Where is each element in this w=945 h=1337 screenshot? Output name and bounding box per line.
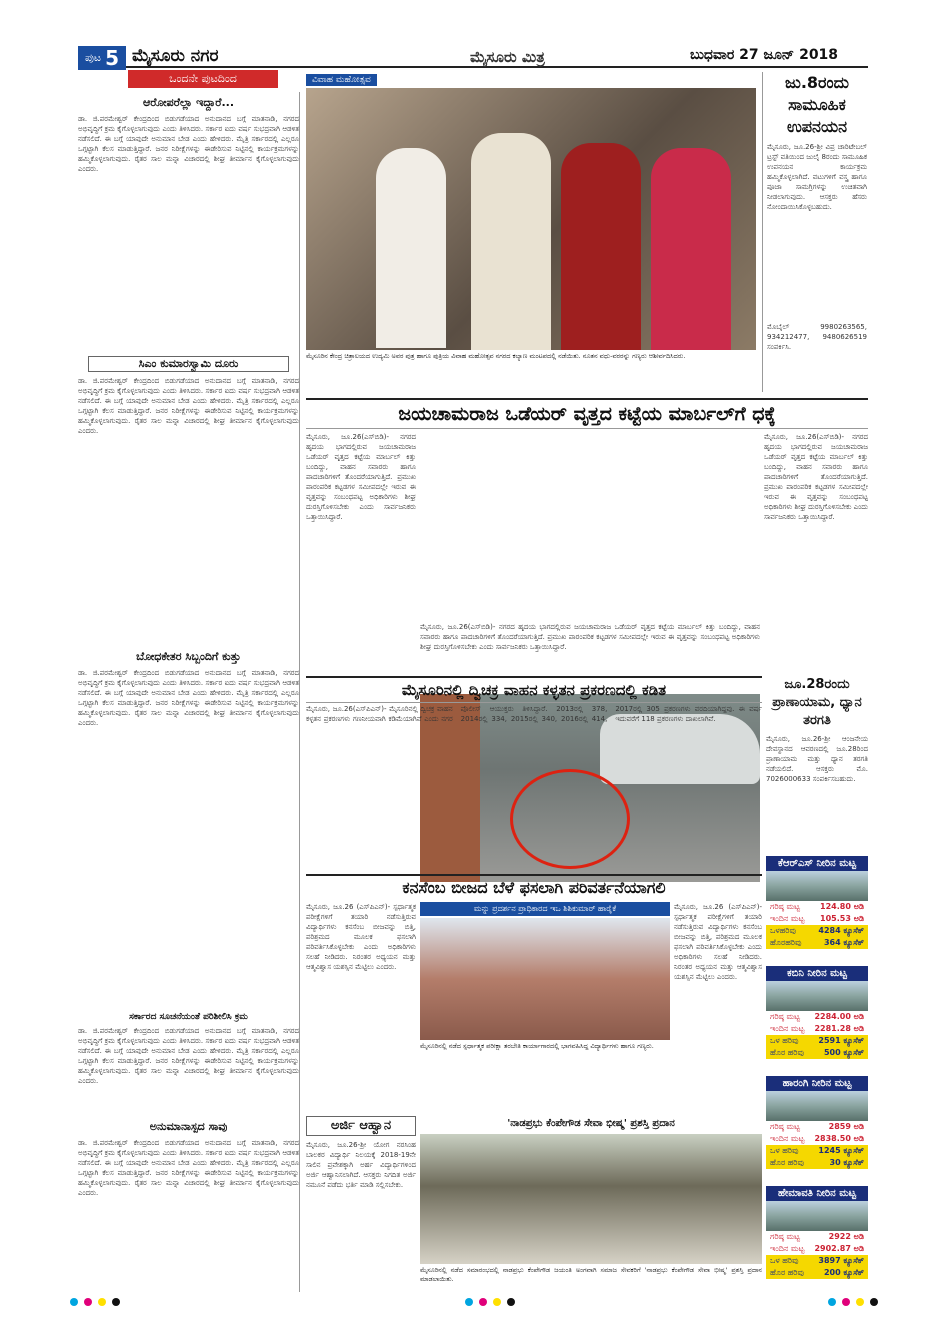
dam-0-value-2: 4284 ಕ್ಯೂಸೆಕ್	[818, 926, 864, 935]
dam-3-value-3: 200 ಕ್ಯೂಸೆಕ್	[823, 1268, 864, 1277]
yellow-dot	[98, 1298, 106, 1306]
dam-3-value-0: 2922 ಅಡಿ	[828, 1232, 864, 1241]
left-heading-2: ಸಿಎಂ ಕುಮಾರಸ್ವಾಮಿ ದೂರು	[88, 356, 289, 372]
award-caption: ಮೈಸೂರಿನಲ್ಲಿ ನಡೆದ ಸಮಾರಂಭದಲ್ಲಿ ನಾಡಪ್ರಭು ಕೆಂಪೇಗೌಡ ಜಯಂತಿ ಅಂಗವಾಗಿ ಸಮಾಜ ಸೇವಕರಿಗೆ 'ನಾಡಪ್ರಭು ಕೆಂಪೇಗೌಡ ಸೇವಾ ಭೀಷ್ಮ' ಪ್ರಶಸ್ತಿ ಪ್ರದಾನ ಮಾಡಲಾಯಿತು.	[420, 1266, 762, 1283]
ragi-headline: ಕನಸೆಂಬ ಬೀಜದ ಬೆಳೆ ಫಸಲಾಗಿ ಪರಿವರ್ತನೆಯಾಗಲಿ	[306, 874, 762, 900]
magenta-dot	[479, 1298, 487, 1306]
dam-3-value-1: 2902.87 ಅಡಿ	[814, 1244, 864, 1253]
marble-body-2: ಮೈಸೂರು, ಜೂ.26(ಎಸ್‌ಬಿಡಿ)- ನಗರದ ಹೃದಯ ಭಾಗದಲ್ಲಿರುವ ಜಯಚಾಮರಾಜ ಒಡೆಯರ್ ವೃತ್ತದ ಕಟ್ಟೆಯ ಮಾರ್ಬಲ್ ಕಿತ್ತು ಬಂದಿದ್ದು, ವಾಹನ ಸವಾರರು ಹಾಗೂ ಪಾದಚಾರಿಗಳಿಗೆ ತೊಂದರೆಯಾಗುತ್ತಿದೆ. ಪ್ರಮುಖ ಪಾರಂಪರಿಕ ಕಟ್ಟಡಗಳ ಸಮೀಪದಲ್ಲೇ ಇರುವ ಈ ವೃತ್ತವನ್ನು ಸಂಬಂಧಪಟ್ಟ ಅಧಿಕಾರಿಗಳು ಶೀಘ್ರ ದುರಸ್ತಿಗೊಳಿಸಬೇಕು ಎಂದು ಸಾರ್ವಜನಿಕರು ಒತ್ತಾಯಿಸಿದ್ದಾರೆ.	[420, 623, 760, 651]
pranayama-body: ಮೈಸೂರು, ಜೂ.26-ಶ್ರೀ ಆಂಜನೇಯ ದೇವಸ್ಥಾನದ ಆವರಣದಲ್ಲಿ ಜೂ.28ರಿಂದ ಪ್ರಾಣಾಯಾಮ ಮತ್ತು ಧ್ಯಾನ ತರಗತಿ ನಡೆಯಲಿದೆ. ಆಸಕ್ತರು ಮೊ. 7026000633 ಸಂಪರ್ಕಿಸಬಹುದು.	[766, 735, 868, 783]
dam-2-value-1: 2838.50 ಅಡಿ	[814, 1134, 864, 1143]
person-4	[651, 148, 731, 350]
magenta-dot	[84, 1298, 92, 1306]
dam-2-value-2: 1245 ಕ್ಯೂಸೆಕ್	[818, 1146, 864, 1155]
left-body-2: ಡಾ. ಜಿ.ಪರಮೇಶ್ವರ್ ಕೇಂದ್ರದಿಂದ ಬಿಡುಗಡೆಯಾದ ಅನುದಾನದ ಬಗ್ಗೆ ಮಾತನಾಡಿ, ನಗರದ ಅಭಿವೃದ್ಧಿಗೆ ಕ್ರಮ ಕೈಗೊಳ್ಳಲಾಗುವುದು ಎಂದು ತಿಳಿಸಿದರು. ಸರ್ಕಾರ ಐದು ವರ್ಷ ಸುಭದ್ರವಾಗಿ ಆಡಳಿತ ನಡೆಸಲಿದೆ. ಈ ಬಗ್ಗೆ ಯಾವುದೇ ಅನುಮಾನ ಬೇಡ ಎಂದು ಹೇಳಿದರು. ಮೈತ್ರಿ ಸರ್ಕಾರದಲ್ಲಿ ಎಲ್ಲರೂ ಒಗ್ಗಟ್ಟಾಗಿ ಕೆಲಸ ಮಾಡುತ್ತಿದ್ದಾರೆ. ಜನರ ನಿರೀಕ್ಷೆಗಳನ್ನು ಈಡೇರಿಸುವ ನಿಟ್ಟಿನಲ್ಲಿ ಕಾರ್ಯಕ್ರಮಗಳನ್ನು ಹಮ್ಮಿಕೊಳ್ಳಲಾಗುವುದು. ರೈತರ ಸಾಲ ಮನ್ನಾ ವಿಚಾರದಲ್ಲಿ ಶೀಘ್ರ ತೀರ್ಮಾನ ಕೈಗೊಳ್ಳಲಾಗುವುದು ಎಂದರು.	[78, 377, 299, 435]
dam-1-label-3: ಹೊರ ಹರಿವು	[770, 1048, 805, 1057]
black-dot	[870, 1298, 878, 1306]
ragi-body-1: ಮೈಸೂರು, ಜೂ.26 (ಎಸ್‌ಪಿಎನ್)- ಸ್ಪರ್ಧಾತ್ಮಕ ಪರೀಕ್ಷೆಗಳಿಗೆ ತಯಾರಿ ನಡೆಸುತ್ತಿರುವ ವಿದ್ಯಾರ್ಥಿಗಳು ಕನಸೆಂಬ ಬೀಜವನ್ನು ಬಿತ್ತಿ, ಪರಿಶ್ರಮದ ಮೂಲಕ ಫಸಲಾಗಿ ಪರಿವರ್ತಿಸಿಕೊಳ್ಳಬೇಕು ಎಂದು ಅಧಿಕಾರಿಗಳು ಸಲಹೆ ನೀಡಿದರು. ನಿರಂತರ ಅಧ್ಯಯನ ಮತ್ತು ಆತ್ಮವಿಶ್ವಾಸ ಯಶಸ್ಸಿನ ಮೆಟ್ಟಿಲು ಎಂದರು.	[306, 903, 416, 971]
person-1	[376, 148, 446, 348]
theft-body: ಮೈಸೂರು, ಜೂ.26(ಎಸ್‌ಪಿಎನ್)- ಮೈಸೂರಿನಲ್ಲಿ ದ್ವಿಚಕ್ರ ವಾಹನ ಕಳ್ಳತನ ಪ್ರಕರಣಗಳು ಗಣನೀಯವಾಗಿ ಕಡಿಮೆಯಾಗಿವೆ ಎಂದು ನಗರ ಪೊಲೀಸ್ ಆಯುಕ್ತರು ತಿಳಿಸಿದ್ದಾರೆ. 2013ರಲ್ಲಿ 378, 2014ರಲ್ಲಿ 334, 2015ರಲ್ಲಿ 340, 2016ರಲ್ಲಿ 414, 2017ರಲ್ಲಿ 305 ಪ್ರಕರಣಗಳು ವರದಿಯಾಗಿದ್ದವು. ಈ ವರ್ಷ ಇದುವರೆಗೆ 118 ಪ್ರಕರಣಗಳು ದಾಖಲಾಗಿವೆ.	[306, 705, 762, 723]
dam-1-label-1: ಇಂದಿನ ಮಟ್ಟ	[770, 1024, 805, 1033]
dam-2-label-3: ಹೊರ ಹರಿವು	[770, 1158, 805, 1167]
cyan-dot	[465, 1298, 473, 1306]
dam-harangi-box	[766, 1076, 868, 1169]
arji-box	[306, 1116, 416, 1296]
left-column	[78, 92, 300, 1292]
yellow-dot	[493, 1298, 501, 1306]
theft-headline: ಮೈಸೂರಿನಲ್ಲಿ ದ್ವಿಚಕ್ರ ವಾಹನ ಕಳ್ಳತನ ಪ್ರಕರಣದಲ್ಲಿ ಕಡಿತ	[306, 676, 762, 703]
dam-title-0: ಕೆಆರ್‌ಎಸ್ ನೀರಿನ ಮಟ್ಟ	[766, 856, 868, 871]
bride	[561, 143, 641, 350]
upanayana-body: ಮೈಸೂರು, ಜೂ.26-ಶ್ರೀ ವಿಪ್ರ ಚಾರಿಟೇಬಲ್ ಟ್ರಸ್ಟ್ ವತಿಯಿಂದ ಜುಲೈ 8ರಂದು ಸಾಮೂಹಿಕ ಉಪನಯನ ಕಾರ್ಯಕ್ರಮ ಹಮ್ಮಿಕೊಳ್ಳಲಾಗಿದೆ. ವಟುಗಳಿಗೆ ವಸ್ತ್ರ ಹಾಗೂ ಪೂಜಾ ಸಾಮಗ್ರಿಗಳನ್ನು ಉಚಿತವಾಗಿ ನೀಡಲಾಗುವುದು. ಆಸಕ್ತರು ಹೆಸರು ನೋಂದಾಯಿಸಿಕೊಳ್ಳಬಹುದು.	[767, 143, 867, 211]
dam-kabini2-box	[766, 966, 868, 1059]
dam-1-value-0: 2284.00 ಅಡಿ	[814, 1012, 864, 1021]
dam-1-value-3: 500 ಕ್ಯೂಸೆಕ್	[823, 1048, 864, 1057]
black-dot	[112, 1298, 120, 1306]
dam-3-label-0: ಗರಿಷ್ಠ ಮಟ್ಟ	[770, 1232, 800, 1241]
dam-1-label-0: ಗರಿಷ್ಠ ಮಟ್ಟ	[770, 1012, 800, 1021]
dam-1-label-2: ಒಳ ಹರಿವು	[770, 1036, 799, 1045]
issue-date: ಬುಧವಾರ 27 ಜೂನ್ 2018	[690, 47, 839, 63]
dam-0-value-3: 364 ಕ್ಯೂಸೆಕ್	[823, 938, 864, 947]
pranayama-box	[766, 676, 868, 851]
page-label: ಪುಟ	[84, 51, 102, 64]
arji-headline: ಅರ್ಜಿ ಆಹ್ವಾನ	[306, 1116, 416, 1136]
dam-hemavathi-box	[766, 1186, 868, 1279]
dam-0-value-1: 105.53 ಅಡಿ	[820, 914, 864, 923]
yellow-dot	[856, 1298, 864, 1306]
cyan-dot	[70, 1298, 78, 1306]
dam-3-label-1: ಇಂದಿನ ಮಟ್ಟ	[770, 1244, 805, 1253]
black-dot	[507, 1298, 515, 1306]
marble-body-3: ಮೈಸೂರು, ಜೂ.26(ಎಸ್‌ಬಿಡಿ)- ನಗರದ ಹೃದಯ ಭಾಗದಲ್ಲಿರುವ ಜಯಚಾಮರಾಜ ಒಡೆಯರ್ ವೃತ್ತದ ಕಟ್ಟೆಯ ಮಾರ್ಬಲ್ ಕಿತ್ತು ಬಂದಿದ್ದು, ವಾಹನ ಸವಾರರು ಹಾಗೂ ಪಾದಚಾರಿಗಳಿಗೆ ತೊಂದರೆಯಾಗುತ್ತಿದೆ. ಪ್ರಮುಖ ಪಾರಂಪರಿಕ ಕಟ್ಟಡಗಳ ಸಮೀಪದಲ್ಲೇ ಇರುವ ಈ ವೃತ್ತವನ್ನು ಸಂಬಂಧಪಟ್ಟ ಅಧಿಕಾರಿಗಳು ಶೀಘ್ರ ದುರಸ್ತಿಗೊಳಿಸಬೇಕು ಎಂದು ಸಾರ್ವಜನಿಕರು ಒತ್ತಾಯಿಸಿದ್ದಾರೆ.	[764, 433, 868, 521]
dam-0-label-3: ಹೊರಹರಿವು	[770, 938, 802, 947]
dam-photo-3	[766, 1201, 868, 1231]
continued-banner: ಒಂದನೇ ಪುಟದಿಂದ	[128, 70, 278, 88]
ragi-body-2: ಮೈಸೂರು, ಜೂ.26 (ಎಸ್‌ಪಿಎನ್)- ಸ್ಪರ್ಧಾತ್ಮಕ ಪರೀಕ್ಷೆಗಳಿಗೆ ತಯಾರಿ ನಡೆಸುತ್ತಿರುವ ವಿದ್ಯಾರ್ಥಿಗಳು ಕನಸೆಂಬ ಬೀಜವನ್ನು ಬಿತ್ತಿ, ಪರಿಶ್ರಮದ ಮೂಲಕ ಫಸಲಾಗಿ ಪರಿವರ್ತಿಸಿಕೊಳ್ಳಬೇಕು ಎಂದು ಅಧಿಕಾರಿಗಳು ಸಲಹೆ ನೀಡಿದರು. ನಿರಂತರ ಅಧ್ಯಯನ ಮತ್ತು ಆತ್ಮವಿಶ್ವಾಸ ಯಶಸ್ಸಿನ ಮೆಟ್ಟಿಲು ಎಂದರು.	[674, 903, 762, 981]
masthead: ಮೈಸೂರು ಮಿತ್ರ	[470, 48, 545, 66]
page-number: 5	[105, 46, 120, 70]
wedding-photo	[306, 88, 756, 350]
left-body-5: ಡಾ. ಜಿ.ಪರಮೇಶ್ವರ್ ಕೇಂದ್ರದಿಂದ ಬಿಡುಗಡೆಯಾದ ಅನುದಾನದ ಬಗ್ಗೆ ಮಾತನಾಡಿ, ನಗರದ ಅಭಿವೃದ್ಧಿಗೆ ಕ್ರಮ ಕೈಗೊಳ್ಳಲಾಗುವುದು ಎಂದು ತಿಳಿಸಿದರು. ಸರ್ಕಾರ ಐದು ವರ್ಷ ಸುಭದ್ರವಾಗಿ ಆಡಳಿತ ನಡೆಸಲಿದೆ. ಈ ಬಗ್ಗೆ ಯಾವುದೇ ಅನುಮಾನ ಬೇಡ ಎಂದು ಹೇಳಿದರು. ಮೈತ್ರಿ ಸರ್ಕಾರದಲ್ಲಿ ಎಲ್ಲರೂ ಒಗ್ಗಟ್ಟಾಗಿ ಕೆಲಸ ಮಾಡುತ್ತಿದ್ದಾರೆ. ಜನರ ನಿರೀಕ್ಷೆಗಳನ್ನು ಈಡೇರಿಸುವ ನಿಟ್ಟಿನಲ್ಲಿ ಕಾರ್ಯಕ್ರಮಗಳನ್ನು ಹಮ್ಮಿಕೊಳ್ಳಲಾಗುವುದು. ರೈತರ ಸಾಲ ಮನ್ನಾ ವಿಚಾರದಲ್ಲಿ ಶೀಘ್ರ ತೀರ್ಮಾನ ಕೈಗೊಳ್ಳಲಾಗುವುದು ಎಂದರು.	[78, 1139, 299, 1197]
pranayama-headline: ಜೂ.28ರಂದು ಪ್ರಾಣಾಯಾಮ, ಧ್ಯಾನ ತರಗತಿ	[772, 677, 862, 728]
dam-2-label-1: ಇಂದಿನ ಮಟ್ಟ	[770, 1134, 805, 1143]
dam-2-value-3: 30 ಕ್ಯೂಸೆಕ್	[829, 1158, 864, 1167]
dam-title-3: ಹೇಮಾವತಿ ನೀರಿನ ಮಟ್ಟ	[766, 1186, 868, 1201]
upanayana-phone: ಮೊಬೈಲ್ 9980263565, 934212477, 9480626519 ಸಂಪರ್ಕಿಸಿ.	[767, 323, 867, 351]
groom	[471, 133, 551, 350]
arji-body: ಮೈಸೂರು, ಜೂ.26-ಶ್ರೀ ಯೋಗ ನರಸಿಂಹ ಬಾಲಕರ ವಿದ್ಯಾರ್ಥಿ ನಿಲಯಕ್ಕೆ 2018-19ನೇ ಸಾಲಿನ ಪ್ರವೇಶಕ್ಕಾಗಿ ಅರ್ಹ ವಿದ್ಯಾರ್ಥಿಗಳಿಂದ ಅರ್ಜಿ ಆಹ್ವಾನಿಸಲಾಗಿದೆ. ಆಸಕ್ತರು ನಿಗದಿತ ಅರ್ಜಿ ನಮೂನೆ ಪಡೆದು ಭರ್ತಿ ಮಾಡಿ ಸಲ್ಲಿಸಬೇಕು.	[306, 1141, 416, 1189]
dam-1-value-2: 2591 ಕ್ಯೂಸೆಕ್	[818, 1036, 864, 1045]
dam-3-label-3: ಹೊರ ಹರಿವು	[770, 1268, 805, 1277]
wedding-tag: ವಿವಾಹ ಮಹೋತ್ಸವ	[306, 74, 377, 86]
left-heading-4: ಸರ್ಕಾರದ ಸೂಚನೆಯಂತೆ ಪರಿಶೀಲಿಸಿ ಕ್ರಮ	[129, 1012, 248, 1022]
dam-2-label-0: ಗರಿಷ್ಠ ಮಟ್ಟ	[770, 1122, 800, 1131]
award-photo	[420, 1134, 762, 1264]
dam-1-value-1: 2281.28 ಅಡಿ	[814, 1024, 864, 1033]
upanayana-box	[762, 72, 867, 392]
dam-photo-0	[766, 871, 868, 901]
registration-marks	[70, 1298, 880, 1308]
dam-0-label-1: ಇಂದಿನ ಮಟ್ಟ	[770, 914, 805, 923]
dam-kabini-box	[766, 856, 868, 949]
dam-0-value-0: 124.80 ಅಡಿ	[820, 902, 864, 911]
ragi-photo-tag: ಮನ್ನು ಪ್ರದರ್ಶನ ಪ್ರಾಧಿಕಾರದ ಇಒ ಶಿಶಿಕುಮಾರ್ ಹಾರೈಕೆ	[420, 902, 670, 916]
ragi-photo	[420, 918, 670, 1040]
marble-headline: ಜಯಚಾಮರಾಜ ಒಡೆಯರ್ ವೃತ್ತದ ಕಟ್ಟೆಯ ಮಾರ್ಬಲ್‌ಗೆ ಧಕ್ಕೆ	[306, 398, 868, 429]
award-headline: 'ನಾಡಪ್ರಭು ಕೆಂಪೇಗೌಡ ಸೇವಾ ಭೀಷ್ಮ' ಪ್ರಶಸ್ತಿ ಪ್ರದಾನ	[507, 1118, 675, 1129]
ragi-caption: ಮೈಸೂರಿನಲ್ಲಿ ನಡೆದ ಸ್ಪರ್ಧಾತ್ಮಕ ಪರೀಕ್ಷಾ ತರಬೇತಿ ಕಾರ್ಯಾಗಾರದಲ್ಲಿ ಭಾಗವಹಿಸಿದ್ದ ವಿದ್ಯಾರ್ಥಿಗಳು ಹಾಗೂ ಗಣ್ಯರು.	[420, 1042, 654, 1050]
left-body-1: ಡಾ. ಜಿ.ಪರಮೇಶ್ವರ್ ಕೇಂದ್ರದಿಂದ ಬಿಡುಗಡೆಯಾದ ಅನುದಾನದ ಬಗ್ಗೆ ಮಾತನಾಡಿ, ನಗರದ ಅಭಿವೃದ್ಧಿಗೆ ಕ್ರಮ ಕೈಗೊಳ್ಳಲಾಗುವುದು ಎಂದು ತಿಳಿಸಿದರು. ಸರ್ಕಾರ ಐದು ವರ್ಷ ಸುಭದ್ರವಾಗಿ ಆಡಳಿತ ನಡೆಸಲಿದೆ. ಈ ಬಗ್ಗೆ ಯಾವುದೇ ಅನುಮಾನ ಬೇಡ ಎಂದು ಹೇಳಿದರು. ಮೈತ್ರಿ ಸರ್ಕಾರದಲ್ಲಿ ಎಲ್ಲರೂ ಒಗ್ಗಟ್ಟಾಗಿ ಕೆಲಸ ಮಾಡುತ್ತಿದ್ದಾರೆ. ಜನರ ನಿರೀಕ್ಷೆಗಳನ್ನು ಈಡೇರಿಸುವ ನಿಟ್ಟಿನಲ್ಲಿ ಕಾರ್ಯಕ್ರಮಗಳನ್ನು ಹಮ್ಮಿಕೊಳ್ಳಲಾಗುವುದು. ರೈತರ ಸಾಲ ಮನ್ನಾ ವಿಚಾರದಲ್ಲಿ ಶೀಘ್ರ ತೀರ್ಮಾನ ಕೈಗೊಳ್ಳಲಾಗುವುದು ಎಂದರು.	[78, 115, 299, 173]
dam-3-value-2: 3897 ಕ್ಯೂಸೆಕ್	[818, 1256, 864, 1265]
left-heading-3: ಬೋಧಕೇತರ ಸಿಬ್ಬಂದಿಗೆ ಕುತ್ತು	[136, 650, 241, 663]
dam-0-label-0: ಗರಿಷ್ಠ ಮಟ್ಟ	[770, 902, 800, 911]
left-body-4: ಡಾ. ಜಿ.ಪರಮೇಶ್ವರ್ ಕೇಂದ್ರದಿಂದ ಬಿಡುಗಡೆಯಾದ ಅನುದಾನದ ಬಗ್ಗೆ ಮಾತನಾಡಿ, ನಗರದ ಅಭಿವೃದ್ಧಿಗೆ ಕ್ರಮ ಕೈಗೊಳ್ಳಲಾಗುವುದು ಎಂದು ತಿಳಿಸಿದರು. ಸರ್ಕಾರ ಐದು ವರ್ಷ ಸುಭದ್ರವಾಗಿ ಆಡಳಿತ ನಡೆಸಲಿದೆ. ಈ ಬಗ್ಗೆ ಯಾವುದೇ ಅನುಮಾನ ಬೇಡ ಎಂದು ಹೇಳಿದರು. ಮೈತ್ರಿ ಸರ್ಕಾರದಲ್ಲಿ ಎಲ್ಲರೂ ಒಗ್ಗಟ್ಟಾಗಿ ಕೆಲಸ ಮಾಡುತ್ತಿದ್ದಾರೆ. ಜನರ ನಿರೀಕ್ಷೆಗಳನ್ನು ಈಡೇರಿಸುವ ನಿಟ್ಟಿನಲ್ಲಿ ಕಾರ್ಯಕ್ರಮಗಳನ್ನು ಹಮ್ಮಿಕೊಳ್ಳಲಾಗುವುದು. ರೈತರ ಸಾಲ ಮನ್ನಾ ವಿಚಾರದಲ್ಲಿ ಶೀಘ್ರ ತೀರ್ಮಾನ ಕೈಗೊಳ್ಳಲಾಗುವುದು ಎಂದರು.	[78, 1027, 299, 1085]
dam-2-label-2: ಒಳ ಹರಿವು	[770, 1146, 799, 1155]
left-heading-5: ಅನುಮಾನಾಸ್ಪದ ಸಾವು	[149, 1120, 228, 1133]
dam-title-2: ಹಾರಂಗಿ ನೀರಿನ ಮಟ್ಟ	[766, 1076, 868, 1091]
wedding-caption: ಮೈಸೂರಿನ ಕೇಂದ್ರ ಚಿತ್ರಾಲಯದ ಉದ್ಯಮಿ ಅವರ ಪುತ್ರ ಹಾಗೂ ಪುತ್ರಿಯ ವಿವಾಹ ಮಹೋತ್ಸವ ನಗರದ ಕಲ್ಯಾಣ ಮಂಟಪದಲ್ಲಿ ನಡೆಯಿತು. ನೂತನ ವಧು-ವರರನ್ನು ಗಣ್ಯರು ಆಶೀರ್ವದಿಸಿದರು.	[306, 352, 686, 360]
dam-0-label-2: ಒಳಹರಿವು	[770, 926, 797, 935]
page-number-badge	[78, 46, 126, 70]
cyan-dot	[828, 1298, 836, 1306]
section-title: ಮೈಸೂರು ನಗರ	[132, 46, 219, 66]
dam-photo-2	[766, 1091, 868, 1121]
dam-3-label-2: ಒಳ ಹರಿವು	[770, 1256, 799, 1265]
marble-body-1: ಮೈಸೂರು, ಜೂ.26(ಎಸ್‌ಬಿಡಿ)- ನಗರದ ಹೃದಯ ಭಾಗದಲ್ಲಿರುವ ಜಯಚಾಮರಾಜ ಒಡೆಯರ್ ವೃತ್ತದ ಕಟ್ಟೆಯ ಮಾರ್ಬಲ್ ಕಿತ್ತು ಬಂದಿದ್ದು, ವಾಹನ ಸವಾರರು ಹಾಗೂ ಪಾದಚಾರಿಗಳಿಗೆ ತೊಂದರೆಯಾಗುತ್ತಿದೆ. ಪ್ರಮುಖ ಪಾರಂಪರಿಕ ಕಟ್ಟಡಗಳ ಸಮೀಪದಲ್ಲೇ ಇರುವ ಈ ವೃತ್ತವನ್ನು ಸಂಬಂಧಪಟ್ಟ ಅಧಿಕಾರಿಗಳು ಶೀಘ್ರ ದುರಸ್ತಿಗೊಳಿಸಬೇಕು ಎಂದು ಸಾರ್ವಜನಿಕರು ಒತ್ತಾಯಿಸಿದ್ದಾರೆ.	[306, 433, 416, 521]
dam-title-1: ಕಬಿನಿ ನೀರಿನ ಮಟ್ಟ	[766, 966, 868, 981]
left-body-3: ಡಾ. ಜಿ.ಪರಮೇಶ್ವರ್ ಕೇಂದ್ರದಿಂದ ಬಿಡುಗಡೆಯಾದ ಅನುದಾನದ ಬಗ್ಗೆ ಮಾತನಾಡಿ, ನಗರದ ಅಭಿವೃದ್ಧಿಗೆ ಕ್ರಮ ಕೈಗೊಳ್ಳಲಾಗುವುದು ಎಂದು ತಿಳಿಸಿದರು. ಸರ್ಕಾರ ಐದು ವರ್ಷ ಸುಭದ್ರವಾಗಿ ಆಡಳಿತ ನಡೆಸಲಿದೆ. ಈ ಬಗ್ಗೆ ಯಾವುದೇ ಅನುಮಾನ ಬೇಡ ಎಂದು ಹೇಳಿದರು. ಮೈತ್ರಿ ಸರ್ಕಾರದಲ್ಲಿ ಎಲ್ಲರೂ ಒಗ್ಗಟ್ಟಾಗಿ ಕೆಲಸ ಮಾಡುತ್ತಿದ್ದಾರೆ. ಜನರ ನಿರೀಕ್ಷೆಗಳನ್ನು ಈಡೇರಿಸುವ ನಿಟ್ಟಿನಲ್ಲಿ ಕಾರ್ಯಕ್ರಮಗಳನ್ನು ಹಮ್ಮಿಕೊಳ್ಳಲಾಗುವುದು. ರೈತರ ಸಾಲ ಮನ್ನಾ ವಿಚಾರದಲ್ಲಿ ಶೀಘ್ರ ತೀರ್ಮಾನ ಕೈಗೊಳ್ಳಲಾಗುವುದು ಎಂದರು.	[78, 669, 299, 727]
dam-2-value-0: 2859 ಅಡಿ	[828, 1122, 864, 1131]
left-heading-1: ಆರೋಪರೆಲ್ಲಾ ಇದ್ದಾರೆ...	[142, 96, 235, 109]
dam-photo-1	[766, 981, 868, 1011]
magenta-dot	[842, 1298, 850, 1306]
upanayana-headline: ಜು.8ರಂದು ಸಾಮೂಹಿಕ ಉಪನಯನ	[784, 73, 850, 136]
